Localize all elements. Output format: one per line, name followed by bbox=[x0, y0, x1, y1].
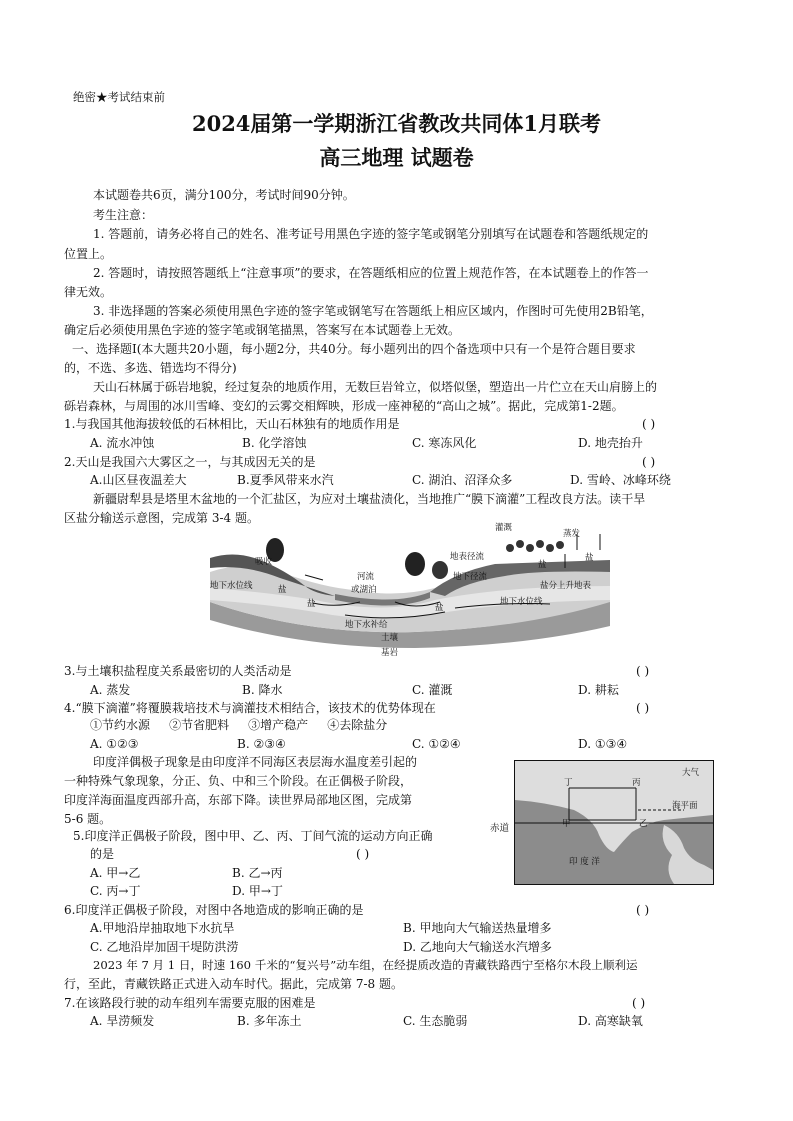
secret-label: 绝密★考试结束前 bbox=[73, 90, 165, 104]
notice-2-cont: 律无效。 bbox=[64, 285, 113, 299]
question-5-stem: 5.印度洋正偶极子阶段，图中甲、乙、丙、丁间气流的运动方向正确 bbox=[73, 829, 433, 843]
tree-icon bbox=[432, 561, 448, 579]
option-d: D. 高寒缺氧 bbox=[578, 1014, 643, 1028]
option-b: B. 乙→丙 bbox=[232, 866, 283, 880]
option-d: D. 乙地向大气输送水汽增多 bbox=[403, 940, 552, 954]
passage-3: 印度洋偶极子现象是由印度洋不同海区表层海水温度差引起的 bbox=[93, 755, 418, 769]
option-c: C. 湖泊、沼泽众多 bbox=[412, 473, 513, 487]
label-lake: 或湖泊 bbox=[351, 585, 377, 595]
label-ding: 丁 bbox=[564, 778, 573, 788]
answer-blank: ( ) bbox=[642, 455, 656, 469]
label-groundwater-level-left: 地下水位线 bbox=[210, 581, 253, 591]
crop-field-icon bbox=[506, 540, 564, 552]
label-bing: 丙 bbox=[632, 778, 641, 788]
question-2-stem: 2.天山是我国六大雾区之一，与其成因无关的是 bbox=[64, 455, 316, 469]
passage-2-cont: 区盐分输送示意图，完成第 3-4 题。 bbox=[64, 511, 259, 525]
question-7-stem: 7.在该路段行驶的动车组列车需要克服的困难是 bbox=[64, 996, 316, 1010]
passage-1: 天山石林属于砾岩地貌，经过复杂的地质作用，无数巨岩耸立，似塔似堡，塑造出一片伫立在天山肩膀上的 bbox=[93, 380, 658, 394]
answer-blank: ( ) bbox=[636, 701, 650, 715]
answer-blank: ( ) bbox=[636, 664, 650, 678]
label-surface-runoff: 地表径流 bbox=[450, 552, 485, 562]
label-salt-mid: 盐 bbox=[435, 603, 444, 613]
label-river: 河流 bbox=[357, 572, 375, 582]
notice-3-cont: 确定后必须使用黑色字迹的签字笔或钢笔描黑，答案写在本试题卷上无效。 bbox=[64, 323, 461, 337]
passage-1-cont: 砾岩森林，与周围的冰川雪峰、变幻的云雾交相辉映，形成一座神秘的“高山之城”。据此，完成第1-2题。 bbox=[64, 399, 624, 413]
label-atmosphere: 大气 bbox=[682, 768, 700, 778]
notice-3: 3. 非选择题的答案必须使用黑色字迹的签字笔或钢笔写在答题纸上相应区域内，作图时可先使用2B铅笔， bbox=[93, 304, 653, 318]
salt-transport-diagram bbox=[205, 520, 615, 660]
label-absorb: 吸收 bbox=[255, 557, 273, 567]
option-a: A. 甲→乙 bbox=[90, 866, 141, 880]
intro-line: 考生注意： bbox=[93, 208, 154, 222]
question-4-stem: 4.“膜下滴灌”将覆膜栽培技术与滴灌技术相结合，该技术的优势体现在 bbox=[64, 701, 436, 715]
option-d: D. ①③④ bbox=[578, 737, 628, 751]
label-groundwater-level-right: 地下水位线 bbox=[500, 597, 543, 607]
section-heading-cont: 的，不选、多选、错选均不得分) bbox=[64, 361, 237, 375]
option-a: A. 蒸发 bbox=[90, 683, 131, 697]
label-salt: 盐 bbox=[278, 585, 287, 595]
page-title: 2024届第一学期浙江省教改共同体1月联考 bbox=[191, 111, 602, 136]
option-c: C. 寒冻风化 bbox=[412, 436, 477, 450]
notice-1-cont: 位置上。 bbox=[64, 247, 113, 261]
label-bedrock: 基岩 bbox=[381, 648, 399, 658]
label-groundwater-flow: 地下径流 bbox=[453, 572, 488, 582]
option-a: A. ①②③ bbox=[90, 737, 139, 751]
option-c: C. 灌溉 bbox=[412, 683, 453, 697]
answer-blank: ( ) bbox=[636, 903, 650, 917]
question-5-stem-cont: 的是 bbox=[90, 847, 115, 861]
option-c: C. 丙→丁 bbox=[90, 884, 141, 898]
option-d: D. 耕耘 bbox=[578, 683, 619, 697]
option-b: B. 甲地向大气输送热量增多 bbox=[403, 921, 552, 935]
option-b: B.夏季风带来水汽 bbox=[237, 473, 334, 487]
answer-blank: ( ) bbox=[356, 847, 370, 861]
passage-3-cont: 一种特殊气象现象，分正、负、中和三个阶段。在正偶极子阶段， bbox=[64, 774, 413, 788]
option-a: A.甲地沿岸抽取地下水抗旱 bbox=[90, 921, 235, 935]
notice-2: 2. 答题时，请按照答题纸上“注意事项”的要求，在答题纸相应的位置上规范作答，在本试题卷上的作答一 bbox=[93, 266, 649, 280]
question-6-stem: 6.印度洋正偶极子阶段，对图中各地造成的影响正确的是 bbox=[64, 903, 364, 917]
label-jia: 甲 bbox=[562, 819, 571, 829]
option-b: B. 化学溶蚀 bbox=[242, 436, 307, 450]
passage-3-cont: 5-6 题。 bbox=[64, 812, 112, 826]
option-a: A. 流水冲蚀 bbox=[90, 436, 155, 450]
option-b: B. 降水 bbox=[242, 683, 283, 697]
label-soil: 土壤 bbox=[381, 633, 399, 643]
label-evaporation: 蒸发 bbox=[563, 529, 581, 539]
passage-4: 2023 年 7 月 1 日，时速 160 千米的“复兴号”动车组，在经提质改造的青藏铁路西宁至格尔木段上顺利运 bbox=[93, 958, 638, 972]
label-yi: 乙 bbox=[639, 819, 648, 829]
label-sea-level: 海平面 bbox=[672, 801, 698, 811]
question-1-stem: 1.与我国其他海拔较低的石林相比，天山石林独有的地质作用是 bbox=[64, 417, 400, 431]
notice-1: 1. 答题前，请务必将自己的姓名、准考证号用黑色字迹的签字笔或钢笔分别填写在试题卷和答题纸规定的 bbox=[93, 227, 649, 241]
option-d: D. 地壳抬升 bbox=[578, 436, 643, 450]
option-d: D. 雪岭、冰峰环绕 bbox=[570, 473, 671, 487]
label-irrigation: 灌溉 bbox=[495, 523, 513, 533]
label-salt-top: 盐 bbox=[585, 553, 594, 563]
page-subtitle: 高三地理 试题卷 bbox=[319, 145, 474, 170]
option-c: C. 生态脆弱 bbox=[403, 1014, 468, 1028]
passage-3-cont: 印度洋海面温度西部升高，东部下降。读世界局部地区图，完成第 bbox=[64, 793, 413, 807]
label-groundwater-recharge: 地下水补给 bbox=[345, 620, 388, 630]
option-a: A. 旱涝频发 bbox=[90, 1014, 155, 1028]
label-equator: 赤道 bbox=[490, 823, 510, 834]
section-heading: 一、选择题Ⅰ(本大题共20小题，每小题2分，共40分。每小题列出的四个备选项中只有一个是符合题目要求 bbox=[72, 342, 636, 356]
answer-blank: ( ) bbox=[642, 417, 656, 431]
indian-ocean-map bbox=[514, 760, 714, 885]
tree-icon bbox=[405, 552, 425, 576]
option-c: C. ①②④ bbox=[412, 737, 461, 751]
statement-list: ①节约水源 ②节省肥料 ③增产稳产 ④去除盐分 bbox=[90, 718, 388, 732]
passage-2: 新疆尉犁县是塔里木盆地的一个汇盐区，为应对土壤盐渍化，当地推广“膜下滴灌”工程改良方法。读干旱 bbox=[93, 492, 646, 506]
label-salt-left-low: 盐 bbox=[307, 599, 316, 609]
option-c: C. 乙地沿岸加固干堤防洪涝 bbox=[90, 940, 239, 954]
question-3-stem: 3.与土壤积盐程度关系最密切的人类活动是 bbox=[64, 664, 292, 678]
intro-line: 本试题卷共6页，满分100分，考试时间90分钟。 bbox=[93, 188, 355, 202]
answer-blank: ( ) bbox=[632, 996, 646, 1010]
option-a: A.山区昼夜温差大 bbox=[90, 473, 187, 487]
label-ocean: 印 度 洋 bbox=[569, 857, 600, 867]
passage-4-cont: 行，至此，青藏铁路正式进入动车时代。据此，完成第 7-8 题。 bbox=[64, 977, 403, 991]
option-b: B. 多年冻土 bbox=[237, 1014, 302, 1028]
option-b: B. ②③④ bbox=[237, 737, 286, 751]
label-salt-right: 盐 bbox=[538, 560, 547, 570]
label-salt-rise: 盐分上升地表 bbox=[540, 581, 592, 591]
option-d: D. 甲→丁 bbox=[232, 884, 283, 898]
